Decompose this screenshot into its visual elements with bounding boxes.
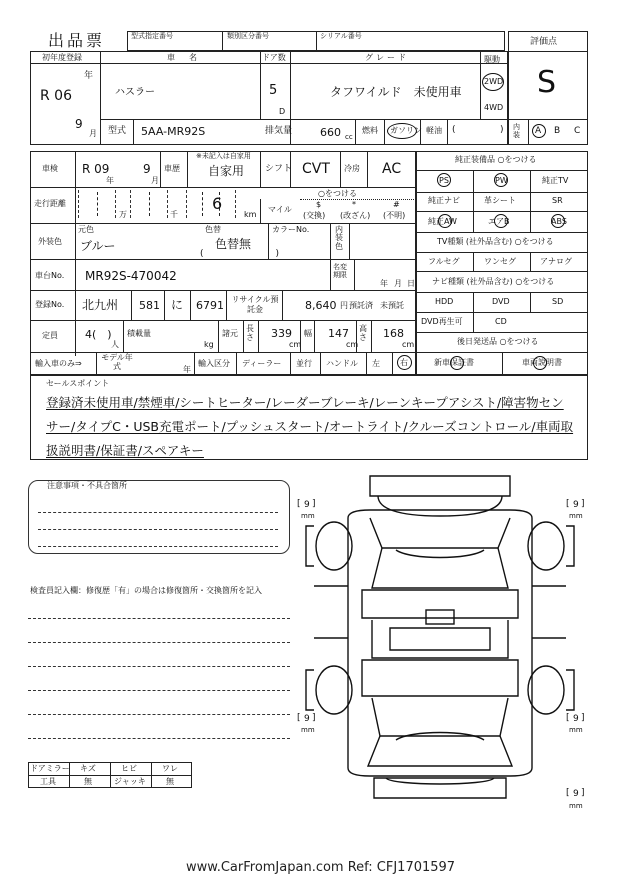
tire-front-left: 9 (304, 500, 310, 510)
tv-oneseg: ワンセグ (484, 257, 516, 266)
first-reg-label: 初年度登録 (42, 53, 82, 62)
equip-ps: PS (439, 176, 449, 185)
model-code: 5AA-MR92S (141, 125, 206, 138)
sales-line-1: 登録済未使用車/禁煙車/シートヒーター/レーダーブレーキ/レーンキープアシスト/障害物セン (46, 395, 564, 410)
tools-value: 無 (84, 777, 92, 786)
jack-value: 無 (166, 777, 174, 786)
category-label: 類別区分番号 (227, 32, 269, 40)
width: 147 (328, 327, 349, 340)
usage-type: 自家用 (208, 164, 245, 178)
chassis-number: MR92S-470042 (85, 269, 177, 283)
tv-analog: アナログ (540, 257, 572, 266)
model-spec-label: 型式指定番号 (131, 32, 173, 40)
reg-class: 581 (139, 299, 160, 312)
steering-right: 右 (400, 358, 408, 367)
color-change: 色替無 (215, 237, 252, 251)
height: 168 (383, 327, 404, 340)
reg-kana: に (171, 298, 184, 312)
tire-rear-left: 9 (304, 714, 310, 724)
navi-dvd-play: DVD再生可 (421, 317, 463, 326)
evaluation-score: S (537, 65, 557, 100)
equip-airbag: エアB (488, 217, 510, 226)
mileage-value: 6 (212, 194, 223, 213)
tv-fullseg: フルセグ (428, 257, 460, 266)
navi-dvd: DVD (492, 297, 510, 306)
equip-tv: 純正TV (542, 176, 569, 185)
navi-sd: SD (552, 297, 564, 306)
interior-a: A (535, 126, 542, 136)
defect-notes-box (28, 480, 290, 554)
first-reg-month: 9 (75, 117, 83, 131)
inspector-notes-title: 検査員記入欄：修復歴「有」の場合は修復箇所・交換箇所を記入 (30, 586, 262, 595)
car-name: ハスラー (115, 87, 155, 98)
inspection-era: R 09 (82, 162, 110, 176)
exterior-color: ブルー (80, 239, 116, 253)
navi-cd: CD (495, 317, 507, 326)
sales-line-2: サー/タイプC・USB充電ポート/プッシュスタート/オートライト/クルーズコントロール/車両取 (46, 419, 574, 434)
first-reg-era: R 06 (40, 88, 72, 104)
displacement: 660 (320, 126, 341, 139)
footer-ref: www.CarFromJapan.com Ref: CFJ1701597 (186, 860, 456, 875)
length: 339 (271, 327, 292, 340)
doc-warranty: 新車保証書 (434, 358, 474, 367)
car-diagram (300, 468, 600, 818)
equip-sr: SR (552, 196, 563, 205)
navi-hdd: HDD (435, 297, 454, 306)
reg-number: 6791 (196, 299, 224, 312)
aircon: AC (382, 161, 402, 177)
fuel-type: ガソリン (390, 126, 422, 135)
sales-line-3: 扱説明書/保証書/スペアキー (46, 443, 204, 458)
serial-label: シリアル番号 (320, 32, 362, 40)
tire-spare: 9 (573, 789, 579, 799)
reg-area: 北九州 (82, 298, 119, 312)
equip-abs: ABS (551, 217, 567, 226)
equip-navi: 純正ナビ (428, 196, 460, 205)
door-count: 5 (269, 83, 278, 98)
recycle-fee: 8,640 (305, 299, 337, 312)
grade-label: 評価点 (530, 37, 558, 47)
equip-leather: 革シート (484, 196, 516, 205)
drive-2wd: 2WD (484, 77, 504, 86)
capacity: 4( ) (85, 328, 112, 341)
doc-manual: 車両説明書 (522, 358, 562, 367)
tire-front-right: 9 (573, 500, 579, 510)
tire-rear-right: 9 (573, 714, 579, 724)
inspection-month: 9 (143, 162, 151, 176)
sheet-title: 出品票 (48, 31, 106, 50)
defect-notes-title: 注意事項・不具合箇所 (47, 481, 127, 490)
shift-type: CVT (302, 161, 330, 177)
equip-pw: PW (495, 176, 508, 185)
equip-aw: 純正AW (428, 217, 457, 226)
drive-4wd: 4WD (484, 103, 504, 112)
grade-name: タフワイルド 未使用車 (330, 85, 462, 99)
